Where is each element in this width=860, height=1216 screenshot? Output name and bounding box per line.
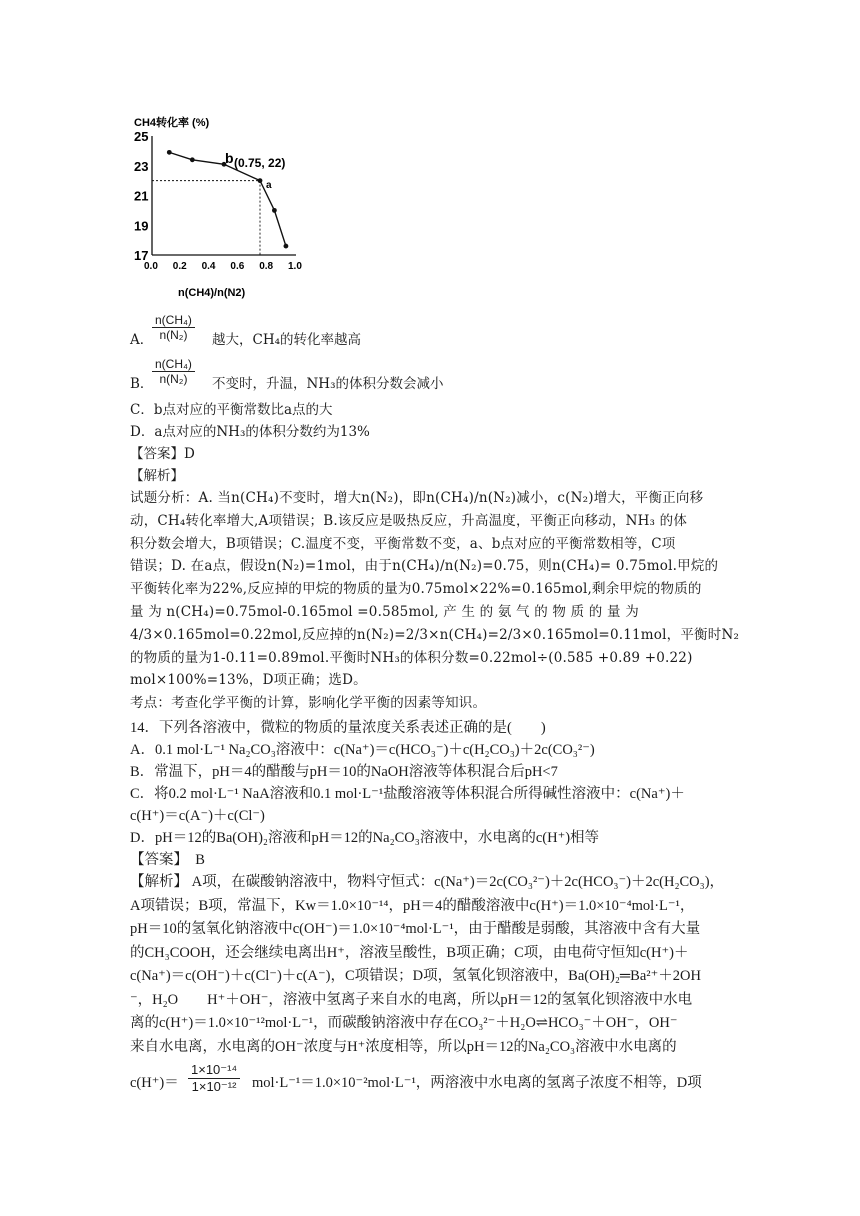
option-a-text: 越大，CH₄的转化率越高 <box>212 332 362 348</box>
data-point <box>284 244 289 249</box>
q14-last-prefix: c(H⁺)＝ <box>130 1075 179 1091</box>
analysis-line: 的CH₃COOH，还会继续电离出H⁺，溶液呈酸性，B项正确；C项，由电荷守恒知c(H⁺)＋ <box>130 944 689 961</box>
analysis-line: ⁻，H₂O H⁺＋OH⁻，溶液中氢离子来自水的电离，所以pH＝12的氢氧化钡溶液中水电 <box>130 991 693 1008</box>
option-b-fraction <box>152 357 195 386</box>
frac-num: 1×10⁻¹⁴ <box>188 1062 240 1079</box>
option-a-label: A． <box>130 332 154 348</box>
frac-num: n(CH₄) <box>152 313 195 328</box>
option-a-fraction <box>152 313 195 342</box>
analysis-line: 试题分析：A. 当n(CH₄)不变时，增大n(N₂)，即n(CH₄)/n(N₂)减小，c(N₂)增大，平衡正向移 <box>130 490 704 506</box>
analysis-line: A项错误；B项，常温下，Kw＝1.0×10⁻¹⁴，pH＝4的醋酸溶液中c(H⁺)＝1.0×10⁻⁴mol·L⁻¹， <box>130 897 695 914</box>
data-point <box>272 208 277 213</box>
x-tick-label: 0.2 <box>172 261 187 272</box>
q14-option-d: D．pH＝12的Ba(OH)₂溶液和pH＝12的Na₂CO₃溶液中，水电离的c(H⁺)相等 <box>130 830 600 846</box>
q14-answer: 【答案】 B <box>130 852 205 868</box>
analysis-line: c(Na⁺)＝c(OH⁻)＋c(Cl⁻)＋c(A⁻)，C项错误；D项，氢氧化钡溶液中，Ba(OH)₂═Ba²⁺＋2OH <box>130 968 701 984</box>
analysis-line: 4/3×0.165mol=0.22mol,反应掉的n(N₂)=2/3×n(CH₄)=2/3×0.165mol=0.11mol，平衡时N₂ <box>130 626 740 643</box>
frac-den: n(N₂) <box>159 372 188 386</box>
coord-label: (0.75, 22) <box>234 156 286 170</box>
x-tick-label: 0.4 <box>201 261 216 272</box>
q14-option-c-line1: C．将0.2 mol·L⁻¹ NaA溶液和0.1 mol·L⁻¹盐酸溶液等体积混合所得碱性溶液中：c(Na⁺)＋ <box>130 786 685 802</box>
chart-xlabel: n(CH4)/n(N2) <box>178 287 246 299</box>
option-b-text: 不变时，升温，NH₃的体积分数会减小 <box>212 376 444 392</box>
analysis-line: 动，CH₄转化率增大,A项错误；B.该反应是吸热反应，升高温度，平衡正向移动，NH₃ 的体 <box>130 512 688 529</box>
x-tick-label: 0.0 <box>144 261 158 272</box>
y-tick-label: 17 <box>134 248 149 263</box>
frac-den: n(N₂) <box>159 328 188 342</box>
q13-analysis-title: 【解析】 <box>130 468 184 484</box>
y-tick-label: 21 <box>134 188 149 204</box>
data-point <box>258 178 263 183</box>
y-tick-label: 23 <box>134 158 149 174</box>
option-d: D．a点对应的NH₃的体积分数约为13% <box>130 424 370 440</box>
data-point <box>167 150 172 155</box>
analysis-line: 的物质的量为1-0.11=0.89mol.平衡时NH₃的体积分数=0.22mol÷(0.585 +0.89 +0.22) <box>130 649 693 666</box>
y-tick-label: 19 <box>134 218 149 234</box>
q13-answer: 【答案】D <box>130 446 195 462</box>
analysis-line: 来自水电离，水电离的OH⁻浓度与H⁺浓度相等，所以pH＝12的Na₂CO₃溶液中水电离的 <box>130 1038 677 1055</box>
q14-stem: 14．下列各溶液中，微粒的物质的量浓度关系表述正确的是( ) <box>130 720 546 736</box>
analysis-line: mol×100%=13%，D项正确；选D。 <box>130 672 367 689</box>
option-b-label: B． <box>130 376 154 392</box>
conversion-chart <box>130 112 330 302</box>
chart-ylabel: CH4转化率 (%) <box>134 117 210 129</box>
frac-num: n(CH₄) <box>152 357 195 372</box>
point-a-label: a <box>266 180 272 191</box>
q14-last-suffix: mol·L⁻¹＝1.0×10⁻²mol·L⁻¹，两溶液中水电离的氢离子浓度不相等，D项 <box>252 1075 702 1091</box>
analysis-line: 【解析】 A项，在碳酸钠溶液中，物料守恒式：c(Na⁺)＝2c(CO₃²⁻)＋2c(HCO₃⁻)＋2c(H₂CO₃)， <box>130 874 725 890</box>
analysis-line: 量 为 n(CH₄)=0.75mol-0.165mol =0.585mol, 产 生 的 氨 气 的 物 质 的 量 为 <box>130 604 639 620</box>
analysis-line: pH＝10的氢氧化钠溶液中c(OH⁻)＝1.0×10⁻⁴mol·L⁻¹，由于醋酸是弱酸，其溶液中含有大量 <box>130 921 701 937</box>
analysis-line: 离的c(H⁺)＝1.0×10⁻¹²mol·L⁻¹，而碳酸钠溶液中存在CO₃²⁻＋H₂O⇌HCO₃⁻＋OH⁻，OH⁻ <box>130 1015 678 1031</box>
analysis-line: 积分数会增大，B项错误；C.温度不变，平衡常数不变，a、b点对应的平衡常数相等，C项 <box>130 535 676 552</box>
analysis-line: 平衡转化率为22%,反应掉的甲烷的物质的量为0.75mol×22%=0.165mol,剩余甲烷的物质的 <box>130 581 702 598</box>
analysis-line: 错误；D. 在a点，假设n(N₂)=1mol，由于n(CH₄)/n(N₂)=0.75，则n(CH₄)= 0.75mol.甲烷的 <box>130 558 719 575</box>
q14-option-b: B．常温下，pH＝4的醋酸与pH＝10的NaOH溶液等体积混合后pH<7 <box>130 764 558 780</box>
q14-option-c-line2: c(H⁺)＝c(A⁻)＋c(Cl⁻) <box>130 808 265 824</box>
x-tick-label: 0.6 <box>230 261 245 272</box>
x-tick-label: 1.0 <box>288 261 302 272</box>
x-tick-label: 0.8 <box>259 261 274 272</box>
point-b-label: b <box>225 150 234 166</box>
frac-den: 1×10⁻¹² <box>191 1079 237 1094</box>
option-c: C．b点对应的平衡常数比a点的大 <box>130 402 333 418</box>
y-tick-label: 25 <box>134 129 149 144</box>
q14-option-a: A．0.1 mol·L⁻¹ Na₂CO₃溶液中：c(Na⁺)＝c(HCO₃⁻)＋c(H₂CO₃)＋2c(CO₃²⁻) <box>130 742 595 758</box>
q14-last-fraction <box>188 1062 240 1095</box>
data-point <box>190 157 195 162</box>
analysis-line: 考点：考查化学平衡的计算，影响化学平衡的因素等知识。 <box>130 695 487 712</box>
